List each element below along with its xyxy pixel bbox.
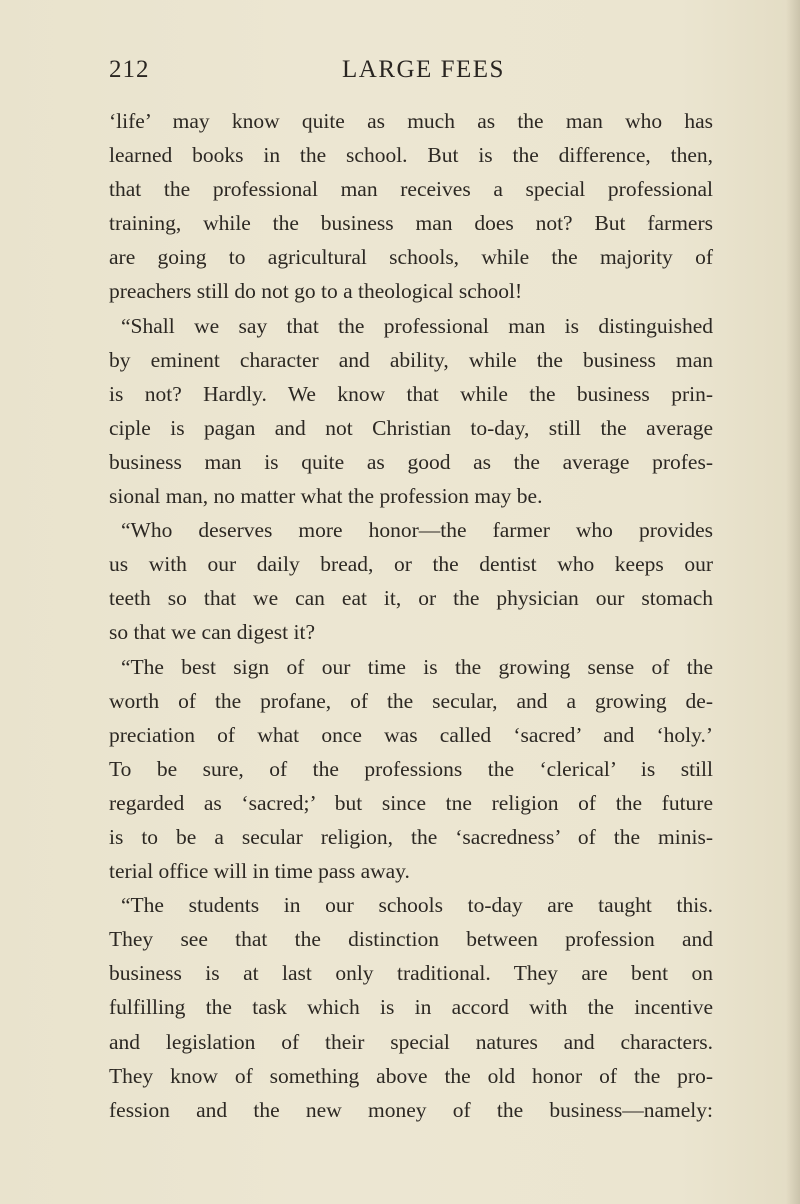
paragraph	[109, 888, 713, 1127]
text-line: sional man, no matter what the profession may be.	[109, 484, 543, 509]
running-title: LARGE FEES	[342, 56, 505, 83]
paragraph	[109, 104, 713, 309]
text-line: so that we can digest it?	[109, 620, 315, 645]
page-edge-shadow	[786, 0, 800, 1204]
body-text	[109, 104, 713, 1127]
text-line: is to be a secular religion, the ‘sacredness’ of the minis-	[109, 824, 713, 849]
text-line: ciple is pagan and not Christian to-day, still the average	[109, 415, 713, 440]
text-line: are going to agricultural schools, while the majority of	[109, 245, 713, 270]
text-line: To be sure, of the professions the ‘clerical’ is still	[109, 756, 713, 781]
paragraph	[109, 309, 713, 514]
text-line: fession and the new money of the business—namely:	[109, 1097, 713, 1122]
text-line: fulfilling the task which is in accord with the incentive	[109, 995, 713, 1020]
text-line: preciation of what once was called ‘sacred’ and ‘holy.’	[109, 722, 713, 747]
text-line: ‘life’ may know quite as much as the man who has	[109, 109, 713, 133]
text-line: that the professional man receives a special professional	[109, 177, 713, 202]
page-header	[109, 56, 709, 96]
text-line: us with our daily bread, or the dentist who keeps our	[109, 552, 713, 577]
text-line: business man is quite as good as the average profes-	[109, 449, 713, 474]
text-line: by eminent character and ability, while the business man	[109, 347, 713, 372]
text-line: “The students in our schools to-day are taught this.	[121, 893, 713, 918]
text-line: “Shall we say that the professional man is distinguished	[121, 313, 713, 338]
page-number: 212	[109, 56, 150, 83]
text-line: They know of something above the old honor of the pro-	[109, 1063, 713, 1088]
text-line: “The best sign of our time is the growing sense of the	[121, 654, 713, 679]
text-line: preachers still do not go to a theological school!	[109, 279, 523, 304]
text-line: and legislation of their special natures and characters.	[109, 1029, 713, 1054]
text-line: training, while the business man does not? But farmers	[109, 211, 713, 236]
text-line: is not? Hardly. We know that while the business prin-	[109, 381, 713, 406]
text-line: terial office will in time pass away.	[109, 859, 410, 884]
paragraph	[109, 513, 713, 649]
paragraph	[109, 650, 713, 889]
text-line: business is at last only traditional. They are bent on	[109, 961, 713, 986]
text-line: regarded as ‘sacred;’ but since tne religion of the future	[109, 790, 713, 815]
text-line: “Who deserves more honor—the farmer who provides	[121, 518, 713, 543]
text-line: teeth so that we can eat it, or the physician our stomach	[109, 586, 713, 611]
text-line: They see that the distinction between profession and	[109, 927, 713, 952]
text-line: worth of the profane, of the secular, and a growing de-	[109, 688, 713, 713]
text-line: learned books in the school. But is the difference, then,	[109, 143, 713, 168]
